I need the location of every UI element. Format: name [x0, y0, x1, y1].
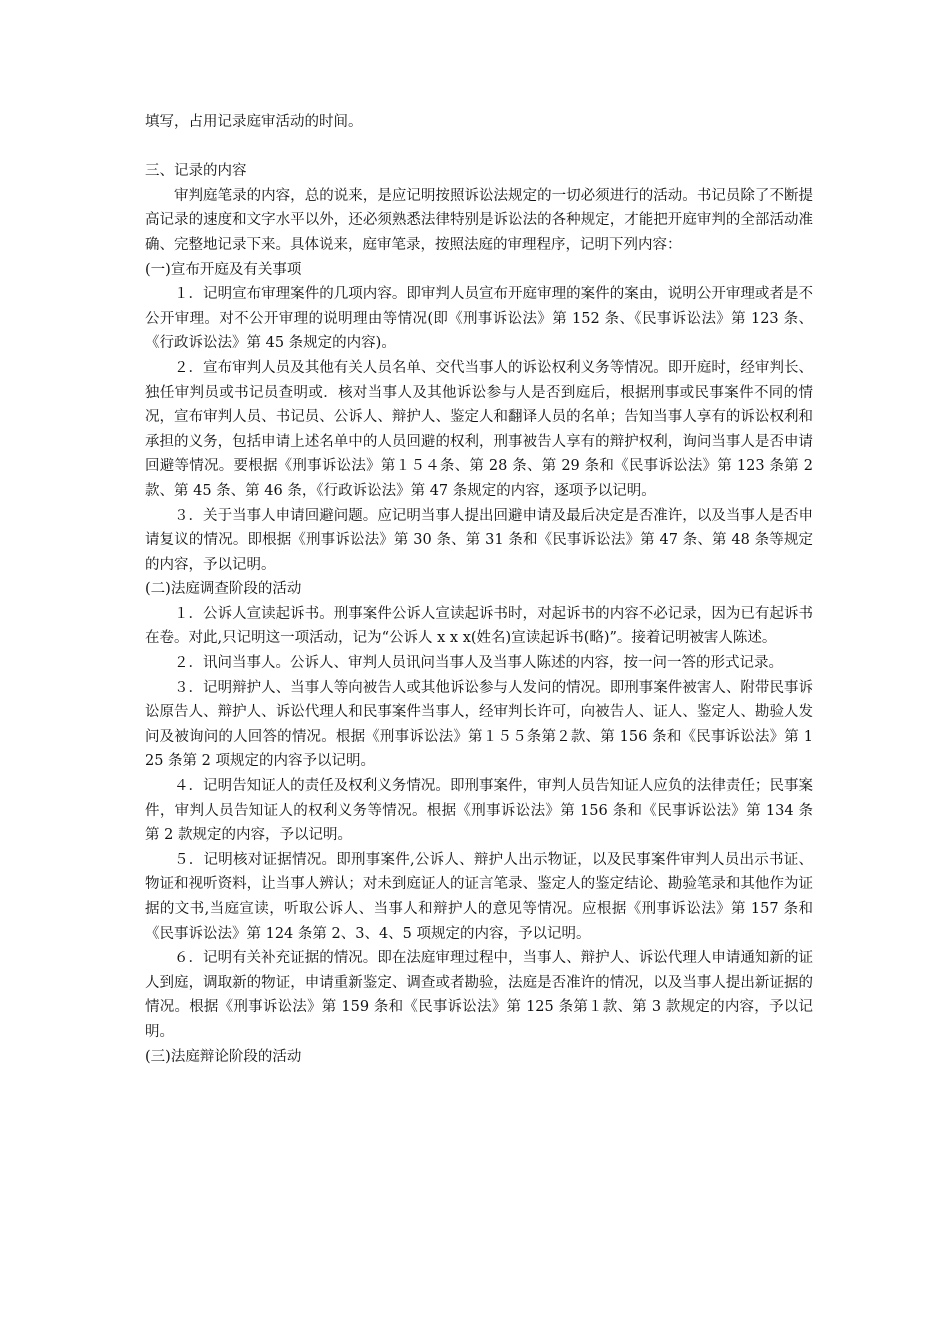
list-item: ３．记明辩护人、当事人等向被告人或其他诉讼参与人发问的情况。即刑事案件被害人、附带民事诉讼原告人、辩护人、诉讼代理人和民事案件当事人，经审判长许可，向被告人、证人、鉴定人、勘验人发问及被询问的人回答的情况。根据《刑事诉讼法》第１５５条第２款、第 156 条和《民事诉讼法》第 125 条第 2 项规定的内容予以记明。 [145, 679, 813, 770]
list-item: ３．关于当事人申请回避问题。应记明当事人提出回避申请及最后决定是否准许，以及当事人是否申请复议的情况。即根据《刑事诉讼法》第 30 条、第 31 条和《民事诉讼法》第 47 条、第 48 条等规定的内容，予以记明。 [145, 507, 813, 573]
list-item: ２．讯问当事人。公诉人、审判人员讯问当事人及当事人陈述的内容，按一问一答的形式记录。 [174, 655, 783, 672]
list-item: ２．宣布审判人员及其他有关人员名单、交代当事人的诉讼权利义务等情况。即开庭时，经审判长、独任审判员或书记员查明或．核对当事人及其他诉讼参与人是否到庭后，根据刑事或民事案件不同的情况，宣布审判人员、书记员、公诉人、辩护人、鉴定人和翻译人员的名单；告知当事人享有的诉讼权利和承担的义务，包括申请上述名单中的人员回避的权利，刑事被告人享有的辩护权利，询问当事人是否申请回避等情况。要根据《刑事诉讼法》第１５４条、第 28 条、第 29 条和《民事诉讼法》第 123 条第 2 款、第 45 条、第 46 条，《行政诉讼法》第 47 条规定的内容，逐项予以记明。 [145, 359, 813, 499]
paragraph-gap [145, 135, 813, 160]
section-intro: 审判庭笔录的内容，总的说来，是应记明按照诉讼法规定的一切必须进行的活动。书记员除了不断提高记录的速度和文字水平以外，还必须熟悉法律特别是诉讼法的各种规定，才能把开庭审判的全部活动准确、完整地记录下来。具体说来，庭审笔录，按照法庭的审理程序，记明下列内容： [145, 187, 813, 253]
list-item: ４．记明告知证人的责任及权利义务情况。即刑事案件，审判人员告知证人应负的法律责任；民事案件，审判人员告知证人的权利义务等情况。根据《刑事诉讼法》第 156 条和《民事诉讼法》第 134 条第 2 款规定的内容，予以记明。 [145, 778, 813, 844]
lead-line: 填写，占用记录庭审活动的时间。 [145, 114, 363, 130]
part-heading: (二)法庭调查阶段的活动 [145, 581, 302, 598]
list-item: １．公诉人宣读起诉书。刑事案件公诉人宣读起诉书时，对起诉书的内容不必记录，因为已有起诉书在卷。对此,只记明这一项活动，记为“公诉人 x x x(姓名)宣读起诉书(略)”。接着记明被害人陈述。 [145, 605, 813, 647]
section-heading: 三、记录的内容 [145, 163, 247, 180]
part-heading: (一)宣布开庭及有关事项 [145, 261, 302, 278]
part-heading: (三)法庭辩论阶段的活动 [145, 1048, 302, 1065]
list-item: １．记明宣布审理案件的几项内容。即审判人员宣布开庭审理的案件的案由，说明公开审理或者是不公开审理。对不公开审理的说明理由等情况(即《刑事诉讼法》第 152 条、《民事诉讼法》第 123 条、《行政诉讼法》第 45 条规定的内容)。 [145, 286, 813, 352]
list-item: ５．记明核对证据情况。即刑事案件,公诉人、辩护人出示物证，以及民事案件审判人员出示书证、物证和视听资料，让当事人辨认；对未到庭证人的证言笔录、鉴定人的鉴定结论、勘验笔录和其他作为证据的文书,当庭宣读，听取公诉人、当事人和辩护人的意见等情况。应根据《刑事诉讼法》第 157 条和《民事诉讼法》第 124 条第 2、3、4、5 项规定的内容，予以记明。 [145, 851, 813, 942]
list-item: ６．记明有关补充证据的情况。即在法庭审理过程中，当事人、辩护人、诉讼代理人申请通知新的证人到庭，调取新的物证，申请重新鉴定、调查或者勘验，法庭是否准许的情况，以及当事人提出新证据的情况。根据《刑事诉讼法》第 159 条和《民事诉讼法》第 125 条第１款、第 3 款规定的内容，予以记明。 [145, 950, 813, 1040]
document-page [145, 110, 813, 1069]
